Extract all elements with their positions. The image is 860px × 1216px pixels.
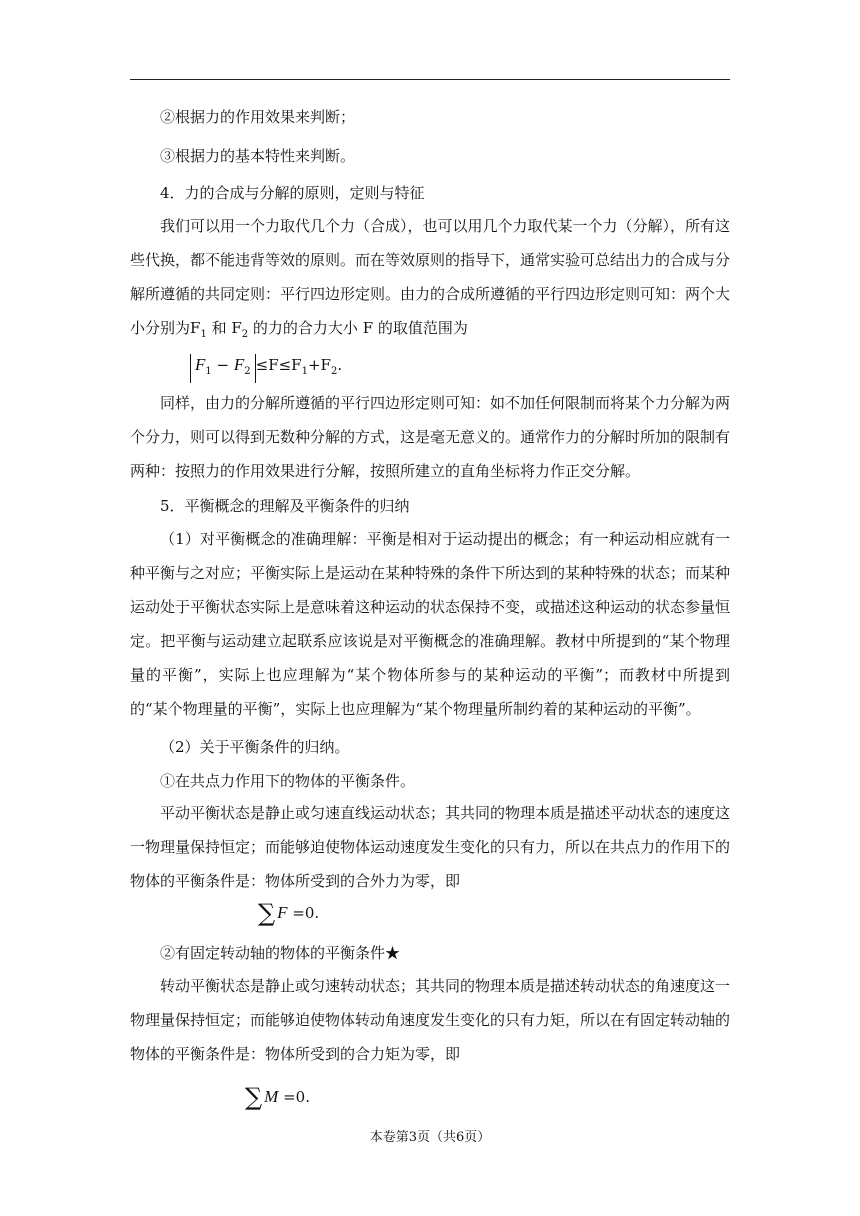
- line-property: ③根据力的基本特性来判断。: [160, 147, 356, 165]
- formula-resultant-range: $F_1 - F_2 \le F\le F_1+F_2$.: [190, 348, 342, 389]
- header-rule: [130, 79, 730, 80]
- line-effect: ②根据力的作用效果来判断；: [160, 108, 356, 126]
- paragraph-concurrent-forces: ①在共点力作用下的物体的平衡条件。: [160, 772, 416, 790]
- formula-sum-force: ∑ F =0.: [258, 899, 320, 927]
- paragraph-conditions-title: （2）关于平衡条件的归纳。: [160, 738, 350, 756]
- formula-sum-moment: ∑ M =0.: [245, 1083, 310, 1111]
- paragraph-fixed-axis: ②有固定转动轴的物体的平衡条件★: [160, 944, 401, 962]
- heading-4: 4．力的合成与分解的原则，定则与特征: [160, 184, 425, 202]
- page-footer: 本卷第3页（共6页）: [369, 1130, 491, 1145]
- paragraph-decomposition: 同样，由力的分解所遵循的平行四边形定则可知：如不加任何限制而将某个力分解为两个分力，则可以得到无数种分解的方式，这是毫无意义的。通常作力的分解时所加的限制有两种：按照力的作用效果进行分解，按照所建立的直角坐标将力作正交分解。: [130, 394, 731, 480]
- paragraph-translational: 平动平衡状态是静止或匀速直线运动状态；其共同的物理本质是描述平动状态的速度这一物理量保持恒定；而能够迫使物体运动速度发生变化的只有力，所以在共点力的作用下的物体的平衡条件是：物体所受到的合外力为零，即: [130, 804, 731, 890]
- paragraph-equilibrium-concept: （1）对平衡概念的准确理解：平衡是相对于运动提出的概念；有一种运动相应就有一种平衡与之对应；平衡实际上是运动在某种特殊的条件下所达到的某种特殊的状态；而某种运动处于平衡状态实际上是意味着这种运动的状态保持不变，或描述这种运动的状态参量恒定。把平衡与运动建立起联系应该说是对平衡概念的准确理解。教材中所提到的“某个物理量的平衡”，实际上也应理解为“某个物体所参与的某种运动的平衡”；而教材中所提到的“某个物理量的平衡”，实际上也应理解为“某个物理量所制约着的某种运动的平衡”。: [130, 530, 731, 718]
- heading-5: 5．平衡概念的理解及平衡条件的归纳: [160, 497, 410, 515]
- paragraph-composition: 我们可以用一个力取代几个力（合成），也可以用几个力取代某一个力（分解），所有这些代换，都不能违背等效的原则。而在等效原则的指导下，通常实验可总结出力的合成与分解所遵循的共同定则：平行四边形定则。由力的合成所遵循的平行四边形定则可知：两个大小分别为$F_1$ 和 $F_2$ 的力的合力大小 F 的取值范围为: [130, 217, 731, 340]
- paragraph-composition-text: 我们可以用一个力取代几个力（合成），也可以用几个力取代某一个力（分解），所有这些代换，都不能违背等效的原则。而在等效原则的指导下，通常实验可总结出力的合成与分解所遵循的共同定则：平行四边形定则。由力的合成所遵循的平行四边形定则可知：两个大小分别为: [130, 217, 731, 337]
- paragraph-rotational: 转动平衡状态是静止或匀速转动状态；其共同的物理本质是描述转动状态的角速度这一物理量保持恒定；而能够迫使物体转动角速度发生变化的只有力矩，所以在有固定转动轴的物体的平衡条件是：物体所受到的合力矩为零，即: [130, 977, 731, 1063]
- absolute-value: $F_1 - F_2$: [190, 354, 256, 383]
